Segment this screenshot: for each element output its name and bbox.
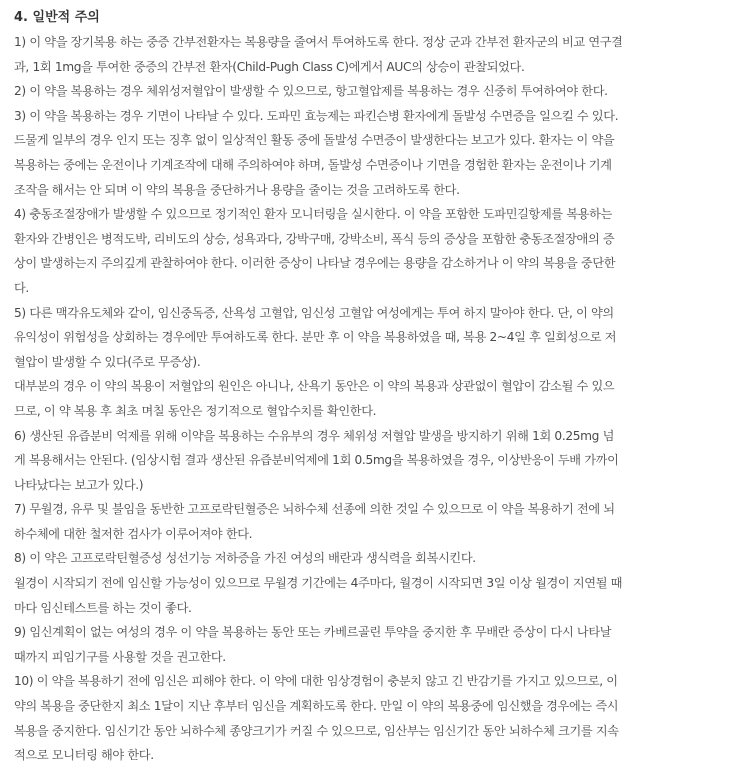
text-line: 2) 이 약을 복용하는 경우 체위성저혈압이 발생할 수 있으므로, 항고혈압제를 복용하는 경우 신중히 투여하여야 한다. — [14, 84, 608, 99]
text-line: 드물게 일부의 경우 인지 또는 징후 없이 일상적인 활동 중에 돌발성 수면증이 발생한다는 보고가 있다. 환자는 이 약을 — [14, 133, 615, 148]
text-line: 대부분의 경우 이 약의 복용이 저혈압의 원인은 아니나, 산욕기 동안은 이 약의 복용과 상관없이 혈압이 감소될 수 있으 — [14, 379, 615, 394]
text-line: 혈압이 발생할 수 있다(주로 무증상). — [14, 354, 201, 369]
text-line: 5) 다른 맥각유도체와 같이, 임신중독증, 산욕성 고혈압, 임신성 고혈압 여성에게는 투여 하지 말아야 한다. 단, 이 약의 — [14, 305, 614, 320]
text-line: 1) 이 약을 장기복용 하는 중증 간부전환자는 복용량을 줄여서 투여하도록 한다. 정상 군과 간부전 환자군의 비교 연구결 — [14, 35, 623, 49]
text-line: 과, 1회 1mg을 투여한 중증의 간부전 환자(Child-Pugh Class C)에게서 AUC의 상승이 관찰되었다. — [14, 59, 525, 74]
text-line: 6) 생산된 유즙분비 억제를 위해 이약을 복용하는 수유부의 경우 체위성 저혈압 발생을 방지하기 위해 1회 0.25mg 넘 — [14, 428, 615, 443]
text-line: 나타났다는 보고가 있다.) — [14, 477, 144, 492]
text-line: 10) 이 약을 복용하기 전에 임신은 피해야 한다. 이 약에 대한 임상경험이 충분치 않고 긴 반감기를 가지고 있으므로, 이 — [14, 674, 618, 689]
text-line: 7) 무월경, 유루 및 불임을 동반한 고프로락틴혈증은 뇌하수체 선종에 의한 것일 수 있으므로 이 약을 복용하기 전에 뇌 — [14, 502, 615, 517]
text-line: 상이 발생하는지 주의깊게 관찰하여야 한다. 이러한 증상이 나타날 경우에는 용량을 감소하거나 이 약의 복용을 중단한 — [14, 256, 616, 271]
precautions-text — [14, 30, 726, 768]
text-line: 적으로 모니터링 해야 한다. — [14, 748, 154, 763]
text-line: 복용하는 중에는 운전이나 기계조작에 대해 주의하여야 하며, 돌발성 수면증이나 기면을 경험한 환자는 운전이나 기계 — [14, 157, 612, 172]
text-line: 유익성이 위험성을 상회하는 경우에만 투여하도록 한다. 분만 후 이 약을 복용하였을 때, 복용 2~4일 후 일회성으로 저 — [14, 330, 617, 345]
text-line: 마다 임신테스트를 하는 것이 좋다. — [14, 600, 192, 615]
text-line: 9) 임신계획이 없는 여성의 경우 이 약을 복용하는 동안 또는 카베르골린 투약을 중지한 후 무배란 증상이 다시 나타날 — [14, 625, 612, 640]
text-line: 므로, 이 약 복용 후 최초 며칠 동안은 정기적으로 혈압수치를 확인한다. — [14, 403, 377, 418]
section-heading: 4. 일반적 주의 — [14, 10, 100, 25]
text-line: 8) 이 약은 고프로락틴혈증성 성선기능 저하증을 가진 여성의 배란과 생식력을 회복시킨다. — [14, 551, 476, 566]
text-line: 3) 이 약을 복용하는 경우 기면이 나타날 수 있다. 도파민 효능제는 파킨슨병 환자에게 돌발성 수면증을 일으킬 수 있다. — [14, 108, 619, 123]
text-line: 4) 충동조절장애가 발생할 수 있으므로 정기적인 환자 모니터링을 실시한다. 이 약을 포함한 도파민길항제를 복용하는 — [14, 207, 613, 222]
text-line: 복용을 중지한다. 임신기간 동안 뇌하수체 종양크기가 커질 수 있으므로, 임산부는 임신기간 동안 뇌하수체 크기를 지속 — [14, 723, 619, 738]
text-line: 약의 복용을 중단한지 최소 1달이 지난 후부터 임신을 계획하도록 한다. 만일 이 약의 복용중에 임신했을 경우에는 즉시 — [14, 699, 619, 714]
text-line: 조작을 해서는 안 되며 이 약의 복용을 중단하거나 용량을 줄이는 것을 고려하도록 한다. — [14, 182, 460, 197]
text-line: 게 복용해서는 안된다. (임상시험 결과 생산된 유즙분비억제에 1회 0.5mg을 복용하였을 경우, 이상반응이 두배 가까이 — [14, 453, 619, 468]
text-line: 다. — [14, 280, 29, 295]
text-line: 환자와 간병인은 병적도박, 리비도의 상승, 성욕과다, 강박구매, 강박소비, 폭식 등의 증상을 포함한 충동조절장애의 증 — [14, 231, 615, 246]
text-line: 때까지 피임기구를 사용할 것을 권고한다. — [14, 649, 226, 664]
text-line: 월경이 시작되기 전에 임신할 가능성이 있으므로 무월경 기간에는 4주마다, 월경이 시작되면 3일 이상 월경이 지연될 때 — [14, 576, 623, 591]
text-line: 하수체에 대한 철저한 검사가 이루어져야 한다. — [14, 526, 253, 541]
